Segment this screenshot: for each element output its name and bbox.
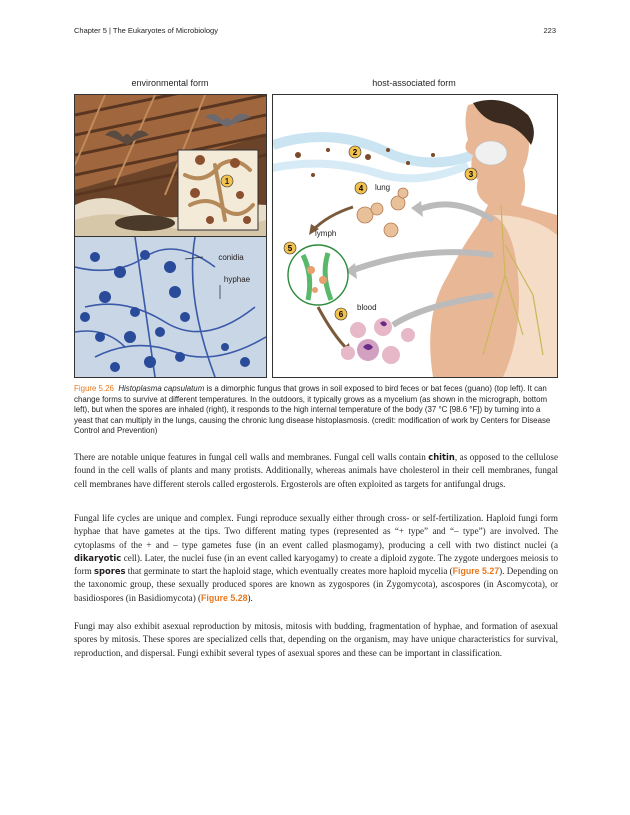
attic-illustration (74, 94, 267, 237)
lymph-label: lymph (315, 229, 337, 238)
micrograph-svg (75, 237, 266, 377)
lung-label: lung (375, 183, 391, 192)
page-number: 223 (543, 26, 556, 35)
paragraph-life-cycles (74, 512, 558, 605)
stage-1-number: 1 (224, 177, 230, 186)
environmental-form-label: environmental form (131, 78, 209, 88)
figure-5-28-link[interactable]: Figure 5.28 (201, 592, 248, 603)
host-associated-form-label: host-associated form (372, 78, 456, 88)
host-svg (273, 95, 557, 377)
hyphae-label: hyphae (223, 275, 251, 284)
paragraph-text: that germinate to start the haploid stage, which eventually creates more haploid mycelia ( (125, 566, 453, 577)
host-illustration (272, 94, 558, 378)
attic-svg (75, 95, 266, 236)
chapter-title: Chapter 5 | The Eukaryotes of Microbiology (74, 26, 218, 35)
stage-5-number: 5 (287, 244, 293, 253)
blood-label: blood (357, 303, 377, 312)
paragraph-cell-walls (74, 451, 558, 491)
mask-icon (475, 141, 507, 165)
stage-4-number: 4 (358, 184, 364, 193)
running-header (74, 26, 556, 38)
species-name: Histoplasma capsulatum (118, 384, 205, 393)
key-term-dikaryotic: dikaryotic (74, 552, 122, 563)
paragraph-text: There are notable unique features in fungal cell walls and membranes. Fungal cell walls contain (74, 452, 429, 462)
paragraph-text: ). (247, 592, 253, 603)
key-term-chitin: chitin (428, 452, 455, 462)
figure-5-27-link[interactable]: Figure 5.27 (452, 566, 500, 577)
micrograph-panel (74, 236, 267, 378)
human-figure (430, 100, 557, 377)
paragraph-text: ). Depending on the taxonomic group, these sexually produced spores are known as zygospores (in Zygomycota), ascospores (in Ascomycota), or basidiospores (in Basidiomycota) ( (74, 566, 559, 603)
figure-caption (74, 384, 558, 437)
conidia-label: conidia (218, 253, 244, 262)
paragraph-asexual: Fungi may also exhibit asexual reproduction by mitosis, mitosis with budding, fragmentation of hyphae, and formation of asexual spores by mitosis. These spores are specialized cells that, depending on the organism, may have unique characteristics for survival, reproduction, and dispersal. Fungi exhibit several types of asexual spores and these can be important in classification. (74, 621, 558, 658)
caption-text: is a dimorphic fungus that grows in soil exposed to bird feces or bat feces (guano) (top left). It can change forms to survive at different temperatures. In the outdoors, it typically grows as a mycelium (as shown in the micrograph, bottom left), but when the spores are inhaled (right), it responds to the high internal temperature of the body (37 °C [98.6 °F]) by turning into a yeast that can multiply in the lungs, causing the chronic lung disease histoplasmosis. (credit: modification of work by Centers for Disease Control and Prevention) (74, 384, 551, 436)
stage-6-number: 6 (338, 310, 344, 319)
stage-3-number: 3 (468, 170, 474, 179)
stage-2-number: 2 (352, 148, 358, 157)
paragraph-text: cell). Later, the nuclei fuse (in an event called karyogamy) to create a diploid zygote. The zygote undergoes meiosis to form (74, 552, 558, 577)
lymph-node (288, 245, 348, 305)
paragraph-text: Fungal life cycles are unique and complex. Fungi reproduce sexually either through cross- or self-fertilization. Haploid fungi form hyphae that have gametes at the tips. Two different mating types (represented as “+ type” and “– type”) are involved. The cytoplasms of the + and – type gametes fuse (in an event called plasmogamy), producing a cell with two distinct nuclei (a (74, 513, 558, 550)
blood-cells (341, 318, 415, 364)
figure-number: Figure 5.26 (74, 384, 114, 393)
paragraph-text: , as opposed to the cellulose found in the cell walls of plants and many protists. Additionally, whereas animals have cholesterol in their cell membranes, fungal cell membranes have different sterols called ergosterols. Ergosterols are often exploited as targets for antifungal drugs. (74, 452, 559, 489)
key-term-spores: spores (93, 566, 126, 577)
